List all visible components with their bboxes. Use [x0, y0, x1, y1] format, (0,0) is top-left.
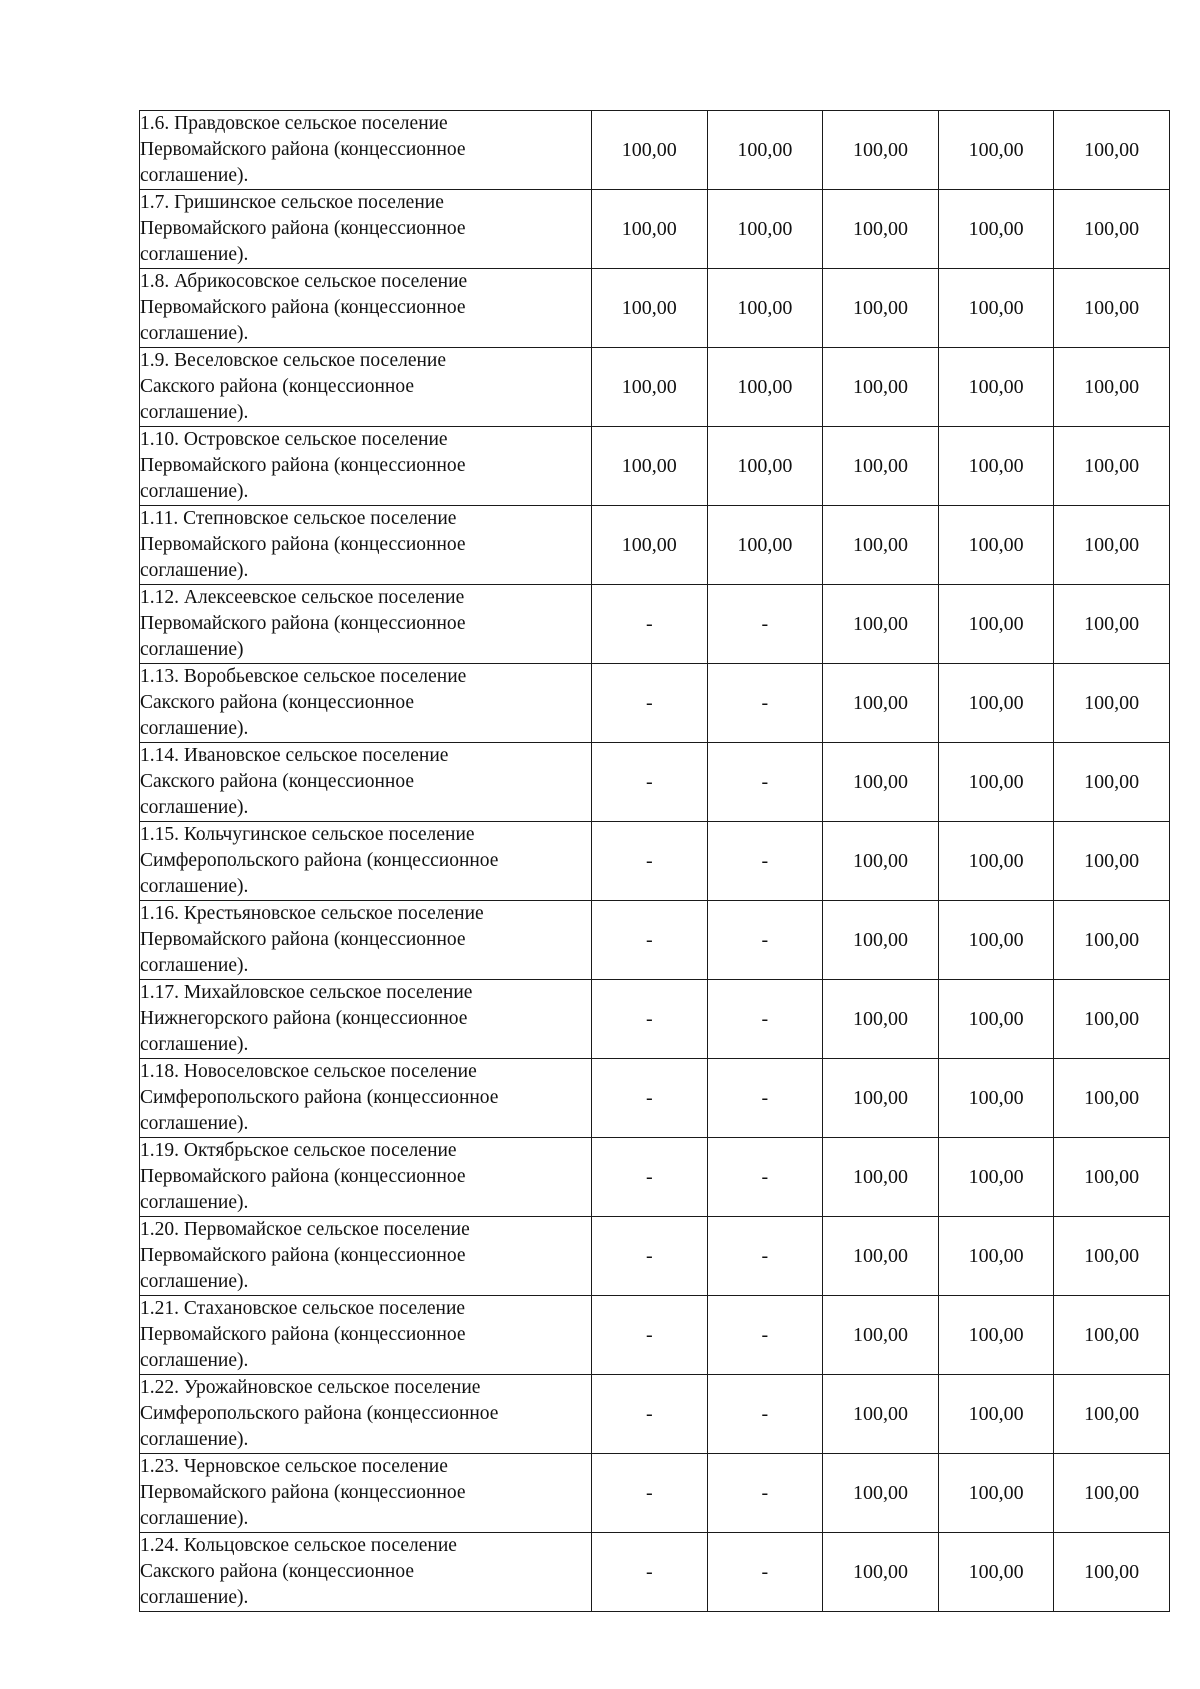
value-cell: - — [707, 1296, 823, 1375]
value-cell: 100,00 — [938, 1454, 1054, 1533]
settlement-name-cell: 1.6. Правдовское сельское поселение Первомайского района (концессионное соглашение). — [140, 111, 592, 190]
table-row — [140, 980, 1170, 1059]
value-cell: 100,00 — [823, 1059, 939, 1138]
value-cell: - — [707, 664, 823, 743]
settlement-name-cell: 1.13. Воробьевское сельское поселение Сакского района (концессионное соглашение). — [140, 664, 592, 743]
value-cell: - — [592, 1533, 708, 1612]
table-row — [140, 585, 1170, 664]
value-cell: - — [592, 1375, 708, 1454]
value-cell: 100,00 — [938, 269, 1054, 348]
value-cell: 100,00 — [1054, 1217, 1170, 1296]
value-cell: 100,00 — [1054, 348, 1170, 427]
value-cell: 100,00 — [1054, 269, 1170, 348]
value-cell: 100,00 — [707, 111, 823, 190]
table-row — [140, 822, 1170, 901]
settlement-name-cell: 1.17. Михайловское сельское поселение Нижнегорского района (концессионное соглашение). — [140, 980, 592, 1059]
value-cell: - — [707, 901, 823, 980]
value-cell: - — [707, 1375, 823, 1454]
value-cell: 100,00 — [1054, 980, 1170, 1059]
value-cell: 100,00 — [592, 269, 708, 348]
value-cell: 100,00 — [938, 506, 1054, 585]
value-cell: 100,00 — [938, 111, 1054, 190]
value-cell: 100,00 — [1054, 664, 1170, 743]
settlement-name-cell: 1.14. Ивановское сельское поселение Сакского района (концессионное соглашение). — [140, 743, 592, 822]
value-cell: 100,00 — [1054, 1138, 1170, 1217]
table-body — [140, 111, 1170, 1612]
value-cell: 100,00 — [823, 1217, 939, 1296]
value-cell: - — [707, 743, 823, 822]
value-cell: 100,00 — [823, 585, 939, 664]
value-cell: - — [592, 822, 708, 901]
settlement-name-cell: 1.21. Стахановское сельское поселение Первомайского района (концессионное соглашение). — [140, 1296, 592, 1375]
value-cell: 100,00 — [592, 506, 708, 585]
settlement-name-cell: 1.8. Абрикосовское сельское поселение Первомайского района (концессионное соглашение). — [140, 269, 592, 348]
value-cell: 100,00 — [592, 190, 708, 269]
value-cell: 100,00 — [592, 111, 708, 190]
value-cell: 100,00 — [938, 190, 1054, 269]
value-cell: - — [592, 1217, 708, 1296]
value-cell: - — [707, 1059, 823, 1138]
table-row — [140, 427, 1170, 506]
value-cell: 100,00 — [592, 427, 708, 506]
settlement-name-cell: 1.22. Урожайновское сельское поселение Симферопольского района (концессионное соглашение). — [140, 1375, 592, 1454]
value-cell: 100,00 — [938, 1533, 1054, 1612]
value-cell: 100,00 — [1054, 1454, 1170, 1533]
settlements-table — [139, 110, 1170, 1612]
value-cell: - — [707, 1217, 823, 1296]
settlement-name-cell: 1.15. Кольчугинское сельское поселение Симферопольского района (концессионное соглашение). — [140, 822, 592, 901]
value-cell: 100,00 — [823, 1138, 939, 1217]
value-cell: 100,00 — [823, 269, 939, 348]
settlement-name-cell: 1.10. Островское сельское поселение Первомайского района (концессионное соглашение). — [140, 427, 592, 506]
value-cell: 100,00 — [823, 506, 939, 585]
value-cell: 100,00 — [938, 822, 1054, 901]
value-cell: 100,00 — [938, 427, 1054, 506]
value-cell: 100,00 — [707, 348, 823, 427]
value-cell: 100,00 — [707, 506, 823, 585]
value-cell: 100,00 — [1054, 585, 1170, 664]
value-cell: - — [592, 1059, 708, 1138]
settlement-name-cell: 1.11. Степновское сельское поселение Первомайского района (концессионное соглашение). — [140, 506, 592, 585]
value-cell: 100,00 — [823, 190, 939, 269]
table-row — [140, 664, 1170, 743]
value-cell: 100,00 — [938, 1059, 1054, 1138]
value-cell: 100,00 — [823, 822, 939, 901]
value-cell: 100,00 — [1054, 1059, 1170, 1138]
value-cell: - — [592, 743, 708, 822]
settlement-name-cell: 1.7. Гришинское сельское поселение Первомайского района (концессионное соглашение). — [140, 190, 592, 269]
value-cell: 100,00 — [823, 348, 939, 427]
value-cell: 100,00 — [938, 743, 1054, 822]
value-cell: - — [707, 822, 823, 901]
table-row — [140, 190, 1170, 269]
value-cell: 100,00 — [1054, 427, 1170, 506]
table-row — [140, 743, 1170, 822]
value-cell: 100,00 — [938, 901, 1054, 980]
table-row — [140, 1138, 1170, 1217]
value-cell: - — [707, 1138, 823, 1217]
value-cell: 100,00 — [938, 1217, 1054, 1296]
value-cell: 100,00 — [823, 664, 939, 743]
value-cell: 100,00 — [707, 190, 823, 269]
value-cell: 100,00 — [938, 980, 1054, 1059]
settlement-name-cell: 1.18. Новоселовское сельское поселение Симферопольского района (концессионное соглашение). — [140, 1059, 592, 1138]
value-cell: 100,00 — [1054, 190, 1170, 269]
table-row — [140, 111, 1170, 190]
value-cell: 100,00 — [938, 1296, 1054, 1375]
value-cell: - — [707, 980, 823, 1059]
value-cell: 100,00 — [938, 348, 1054, 427]
value-cell: - — [592, 585, 708, 664]
value-cell: - — [707, 585, 823, 664]
value-cell: 100,00 — [1054, 1533, 1170, 1612]
table-row — [140, 901, 1170, 980]
value-cell: 100,00 — [823, 901, 939, 980]
value-cell: - — [592, 901, 708, 980]
value-cell: - — [592, 980, 708, 1059]
settlement-name-cell: 1.24. Кольцовское сельское поселение Сакского района (концессионное соглашение). — [140, 1533, 592, 1612]
value-cell: 100,00 — [823, 743, 939, 822]
table-row — [140, 1059, 1170, 1138]
value-cell: - — [592, 1138, 708, 1217]
value-cell: 100,00 — [823, 1296, 939, 1375]
value-cell: 100,00 — [1054, 1296, 1170, 1375]
value-cell: 100,00 — [938, 585, 1054, 664]
value-cell: - — [707, 1454, 823, 1533]
value-cell: 100,00 — [938, 1375, 1054, 1454]
settlement-name-cell: 1.16. Крестьяновское сельское поселение Первомайского района (концессионное соглашение). — [140, 901, 592, 980]
value-cell: 100,00 — [707, 427, 823, 506]
settlement-name-cell: 1.12. Алексеевское сельское поселение Первомайского района (концессионное соглашение) — [140, 585, 592, 664]
value-cell: 100,00 — [938, 1138, 1054, 1217]
settlement-name-cell: 1.20. Первомайское сельское поселение Первомайского района (концессионное соглашение). — [140, 1217, 592, 1296]
value-cell: 100,00 — [823, 427, 939, 506]
value-cell: - — [592, 664, 708, 743]
value-cell: - — [592, 1454, 708, 1533]
table-row — [140, 1296, 1170, 1375]
value-cell: 100,00 — [823, 1454, 939, 1533]
value-cell: 100,00 — [823, 980, 939, 1059]
table-row — [140, 1375, 1170, 1454]
settlement-name-cell: 1.9. Веселовское сельское поселение Сакского района (концессионное соглашение). — [140, 348, 592, 427]
settlement-name-cell: 1.19. Октябрьское сельское поселение Первомайского района (концессионное соглашение). — [140, 1138, 592, 1217]
table-row — [140, 506, 1170, 585]
table-row — [140, 269, 1170, 348]
value-cell: 100,00 — [823, 1533, 939, 1612]
table-row — [140, 1533, 1170, 1612]
settlement-name-cell: 1.23. Черновское сельское поселение Первомайского района (концессионное соглашение). — [140, 1454, 592, 1533]
value-cell: 100,00 — [823, 111, 939, 190]
value-cell: 100,00 — [1054, 111, 1170, 190]
value-cell: 100,00 — [1054, 901, 1170, 980]
value-cell: 100,00 — [1054, 743, 1170, 822]
value-cell: 100,00 — [1054, 822, 1170, 901]
value-cell: 100,00 — [823, 1375, 939, 1454]
value-cell: 100,00 — [707, 269, 823, 348]
table-row — [140, 1454, 1170, 1533]
value-cell: - — [592, 1296, 708, 1375]
table-row — [140, 1217, 1170, 1296]
value-cell: - — [707, 1533, 823, 1612]
value-cell: 100,00 — [592, 348, 708, 427]
table-row — [140, 348, 1170, 427]
value-cell: 100,00 — [938, 664, 1054, 743]
value-cell: 100,00 — [1054, 506, 1170, 585]
value-cell: 100,00 — [1054, 1375, 1170, 1454]
